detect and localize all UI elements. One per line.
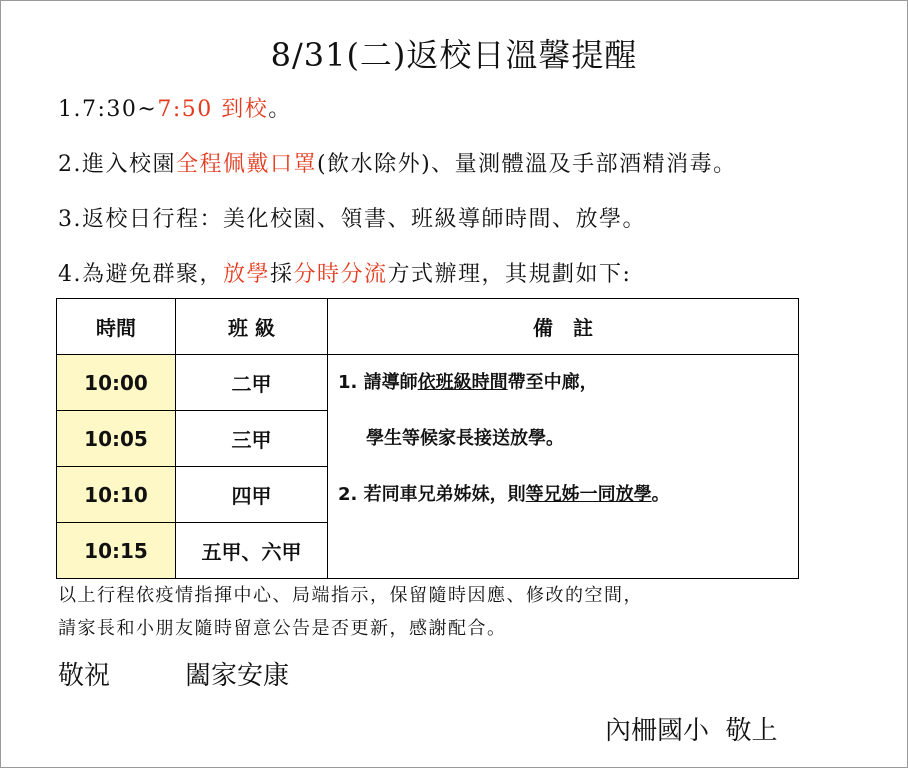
item-3 [58,202,646,233]
item-1 [58,92,292,123]
item-4-mid: 採 [270,262,294,287]
time-cell: 10:05 [57,411,176,467]
greeting-2: 闔家安康 [185,661,290,691]
footer-note-2: 請家長和小朋友隨時留意公告是否更新，感謝配合。 [58,618,507,639]
class-cell: 二甲 [176,355,328,411]
item-1-end: 。 [268,97,292,122]
class-cell: 四甲 [176,467,328,523]
item-4-text: 4.為避免群聚， [58,262,223,287]
footer-note-1: 以上行程依疫情指揮中心、局端指示，保留隨時因應、修改的空間， [58,585,643,606]
note-1-suffix: 帶至中廊， [507,372,598,393]
item-2-highlight: 全程佩戴口罩 [176,152,318,177]
header-class: 班 級 [176,299,328,355]
note-1-prefix: 1. 請導師 [338,372,418,393]
greeting-1: 敬祝 [58,661,111,691]
item-4-highlight-1: 放學 [223,262,271,287]
note-2-underline: 等兄姊一同放學 [525,484,652,505]
item-2 [58,147,737,178]
note-2-suffix: 。 [651,484,670,505]
header-time: 時間 [57,299,176,355]
item-2-text: 2.進入校園 [58,152,176,177]
note-1 [338,355,798,411]
item-2-end: (飲水除外)、量測體溫及手部酒精消毒。 [317,152,737,177]
item-1-text: 1.7:30~ [58,97,158,122]
item-4-end: 方式辦理，其規劃如下: [387,262,632,287]
note-1-underline: 依班級時間 [417,372,508,393]
notes-cell [328,355,799,579]
time-cell: 10:10 [57,467,176,523]
time-cell: 10:00 [57,355,176,411]
header-notes: 備 註 [328,299,799,355]
note-1-continued: 學生等候家長接送放學。 [366,428,564,449]
class-cell: 五甲、六甲 [176,523,328,579]
table-header-row [57,299,799,355]
time-cell: 10:15 [57,523,176,579]
signature: 內柵國小 敬上 [605,716,778,746]
class-cell: 三甲 [176,411,328,467]
note-2-prefix: 2. 若同車兄弟姊妹，則 [338,484,526,505]
page-title: 8/31(二)返校日溫馨提醒 [270,36,638,74]
item-3-text: 3.返校日行程：美化校園、領書、班級導師時間、放學。 [58,207,646,232]
item-1-highlight: 7:50 到校 [157,97,269,122]
item-4-highlight-2: 分時分流 [293,262,388,287]
table-row [57,355,799,411]
item-4 [58,257,631,288]
note-2 [338,467,798,523]
schedule-table [56,298,799,579]
